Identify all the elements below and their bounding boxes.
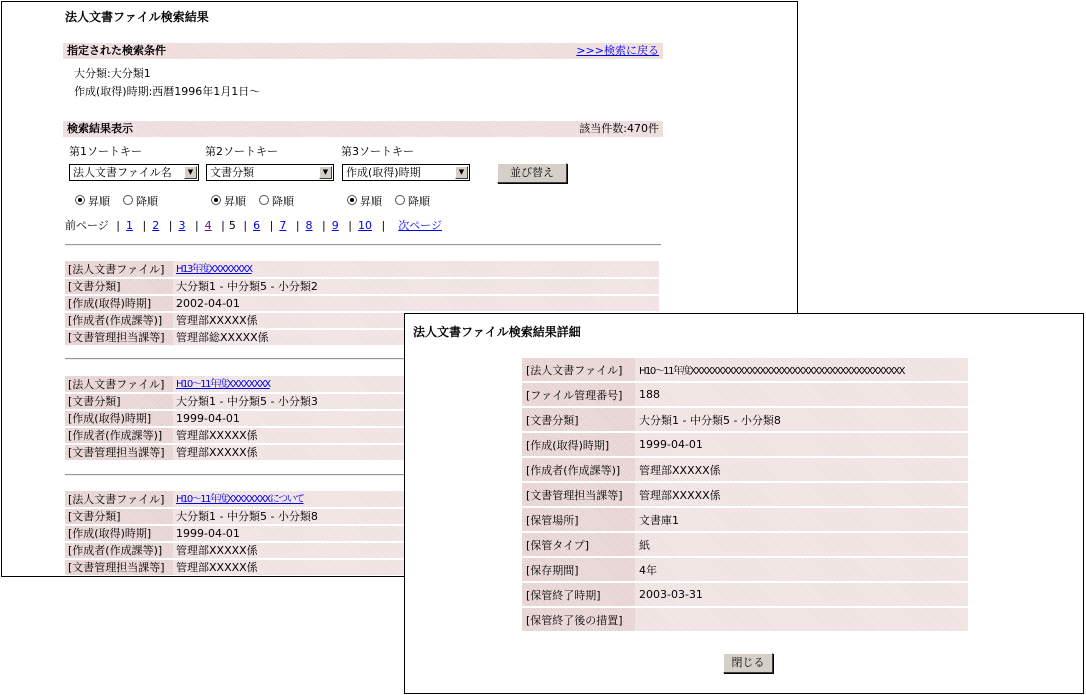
record-label: [法人文書ファイル] xyxy=(65,376,173,392)
sort-key-2-value: 文書分類 xyxy=(210,166,254,179)
detail-label: [作成(取得)時期] xyxy=(522,433,635,456)
record-label: [法人文書ファイル] xyxy=(65,261,173,277)
conditions-header-label: 指定された検索条件 xyxy=(67,44,166,57)
record-label: [作成者(作成課等)] xyxy=(65,428,173,443)
record-value: 2002-04-01 xyxy=(173,296,659,311)
table-row xyxy=(65,296,659,311)
detail-value: 紙 xyxy=(635,533,968,556)
page-link-3[interactable]: 3 xyxy=(178,219,186,232)
record-label: [文書分類] xyxy=(65,509,173,524)
sort-key-3-asc-label: 昇順 xyxy=(360,195,382,208)
detail-value: H10～11年度XXXXXXXXXXXXXXXXXXXXXXXXXXXXXXXXXXXXXXXX xyxy=(635,358,968,381)
page-link-2[interactable]: 2 xyxy=(152,219,160,232)
chevron-down-icon: ▼ xyxy=(455,166,468,179)
record-label: [作成者(作成課等)] xyxy=(65,313,173,328)
record-value: 管理部XXXXX係 xyxy=(173,560,659,575)
record-label: [法人文書ファイル] xyxy=(65,491,173,507)
record-label: [文書管理担当課等] xyxy=(65,330,173,345)
table-row xyxy=(522,508,968,531)
detail-label: [保管場所] xyxy=(522,508,635,531)
detail-label: [作成者(作成課等)] xyxy=(522,458,635,481)
pagination: 前ページ | 1 | 2 | 3 | 4 | 5 | 6 | 7 | 8 | 9 | 10 | 次ページ xyxy=(65,219,442,232)
record-value: 1999-04-01 xyxy=(173,526,659,541)
detail-label: [文書管理担当課等] xyxy=(522,483,635,506)
table-row xyxy=(65,279,659,294)
page-link-10[interactable]: 10 xyxy=(357,219,372,232)
sort-key-3-desc-label: 降順 xyxy=(408,195,430,208)
page-link-6[interactable]: 6 xyxy=(253,219,261,232)
table-row xyxy=(522,483,968,506)
condition-period: 作成(取得)時期:西暦1996年1月1日～ xyxy=(74,85,261,98)
close-button[interactable]: 閉じる xyxy=(723,653,773,673)
table-row xyxy=(522,433,968,456)
record-label: [作成(取得)時期] xyxy=(65,411,173,426)
record-value: 管理部XXXXX係 xyxy=(173,543,659,558)
table-row xyxy=(522,558,968,581)
sort-key-1-label: 第1ソートキー xyxy=(69,145,142,158)
divider xyxy=(65,244,661,246)
file-name-link[interactable]: H13年度XXXXXXXX xyxy=(176,264,252,275)
file-name-link[interactable]: H10～11年度XXXXXXXX xyxy=(176,379,270,390)
detail-label: [法人文書ファイル] xyxy=(522,358,635,381)
page-current: 5 xyxy=(228,219,236,232)
detail-value: 4年 xyxy=(635,558,968,581)
detail-window xyxy=(404,313,1084,694)
record-value: 管理部XXXXX係 xyxy=(173,313,659,328)
chevron-down-icon: ▼ xyxy=(319,166,332,179)
sort-key-1-asc-label: 昇順 xyxy=(88,195,110,208)
results-header xyxy=(63,121,663,137)
record-label: [文書管理担当課等] xyxy=(65,445,173,460)
record-value: 大分類1 - 中分類5 - 小分類2 xyxy=(173,279,659,294)
detail-label: [文書分類] xyxy=(522,408,635,431)
detail-label: [保管タイプ] xyxy=(522,533,635,556)
record-value: 1999-04-01 xyxy=(173,411,659,426)
record-label: [文書分類] xyxy=(65,394,173,409)
detail-value: 管理部XXXXX係 xyxy=(635,458,968,481)
sort-key-3-label: 第3ソートキー xyxy=(341,145,414,158)
detail-value: 1999-04-01 xyxy=(635,433,968,456)
sort-key-2-select[interactable] xyxy=(206,164,334,181)
record-label: [文書分類] xyxy=(65,279,173,294)
sort-key-2-desc-label: 降順 xyxy=(272,195,294,208)
next-page-link[interactable]: 次ページ xyxy=(398,219,442,232)
conditions-header xyxy=(63,43,663,59)
detail-value: 管理部XXXXX係 xyxy=(635,483,968,506)
table-row xyxy=(522,608,968,631)
prev-page-label: 前ページ xyxy=(65,219,109,232)
sort-key-3-desc-radio[interactable] xyxy=(395,195,405,205)
sort-key-1-asc-radio[interactable] xyxy=(75,195,85,205)
page-link-8[interactable]: 8 xyxy=(305,219,313,232)
table-row xyxy=(522,533,968,556)
sort-button[interactable]: 並び替え xyxy=(497,163,567,183)
record-value: 大分類1 - 中分類5 - 小分類8 xyxy=(173,509,659,524)
table-row xyxy=(522,358,968,381)
record-value: 管理部XXXXX係 xyxy=(173,428,659,443)
detail-value: 大分類1 - 中分類5 - 小分類8 xyxy=(635,408,968,431)
detail-label: [保管終了後の措置] xyxy=(522,608,635,631)
sort-key-1-value: 法人文書ファイル名 xyxy=(73,166,172,179)
page-link-7[interactable]: 7 xyxy=(279,219,287,232)
page-link-9[interactable]: 9 xyxy=(331,219,339,232)
file-name-link[interactable]: H10～11年度XXXXXXXXについて xyxy=(176,494,304,505)
record-value: 管理部XXXXX係 xyxy=(173,445,659,460)
record-value: 管理部総XXXXX係 xyxy=(173,330,659,345)
record-value: 大分類1 - 中分類5 - 小分類3 xyxy=(173,394,659,409)
table-row xyxy=(65,261,659,277)
sort-key-2-desc-radio[interactable] xyxy=(259,195,269,205)
result-count: 該当件数:470件 xyxy=(579,122,659,135)
condition-category: 大分類:大分類1 xyxy=(74,67,151,80)
sort-key-2-label: 第2ソートキー xyxy=(205,145,278,158)
sort-key-3-select[interactable] xyxy=(342,164,470,181)
sort-key-2-asc-label: 昇順 xyxy=(224,195,246,208)
detail-value: 188 xyxy=(635,383,968,406)
record-label: [文書管理担当課等] xyxy=(65,560,173,575)
sort-key-3-value: 作成(取得)時期 xyxy=(346,166,421,179)
detail-value xyxy=(635,608,968,631)
sort-key-3-asc-radio[interactable] xyxy=(347,195,357,205)
sort-key-1-desc-radio[interactable] xyxy=(123,195,133,205)
results-header-label: 検索結果表示 xyxy=(67,122,133,135)
record-label: [作成(取得)時期] xyxy=(65,526,173,541)
record-label: [作成(取得)時期] xyxy=(65,296,173,311)
detail-title: 法人文書ファイル検索結果詳細 xyxy=(413,325,581,339)
detail-value: 文書庫1 xyxy=(635,508,968,531)
page-title: 法人文書ファイル検索結果 xyxy=(65,10,209,24)
detail-table xyxy=(522,356,968,633)
detail-value: 2003-03-31 xyxy=(635,583,968,606)
detail-label: [保存期間] xyxy=(522,558,635,581)
sort-key-1-desc-label: 降順 xyxy=(136,195,158,208)
chevron-down-icon: ▼ xyxy=(184,166,197,179)
table-row xyxy=(522,583,968,606)
sort-key-2-asc-radio[interactable] xyxy=(211,195,221,205)
table-row xyxy=(522,383,968,406)
back-to-search-link[interactable]: >>>検索に戻る xyxy=(576,44,659,57)
detail-label: [ファイル管理番号] xyxy=(522,383,635,406)
detail-label: [保管終了時期] xyxy=(522,583,635,606)
page-link-1[interactable]: 1 xyxy=(126,219,133,232)
table-row xyxy=(522,458,968,481)
table-row xyxy=(522,408,968,431)
page-link-4[interactable]: 4 xyxy=(204,219,212,232)
record-label: [作成者(作成課等)] xyxy=(65,543,173,558)
sort-key-1-select[interactable] xyxy=(69,164,199,181)
